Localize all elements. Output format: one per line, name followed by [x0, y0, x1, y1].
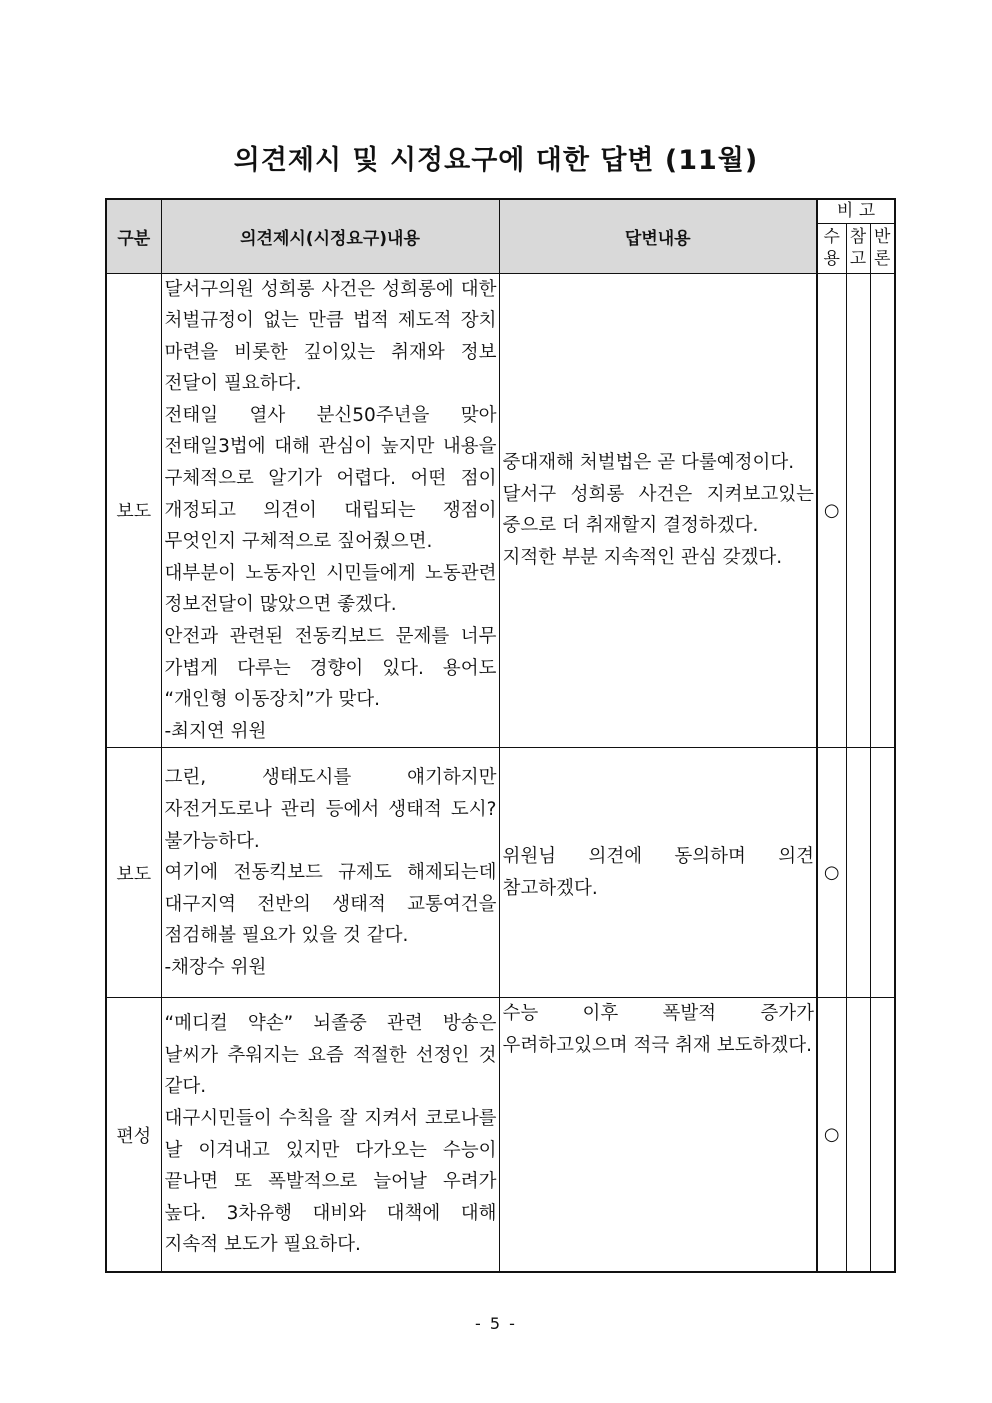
- opinion-author: -최지연 위원: [164, 720, 267, 742]
- answer-paragraph: 수능 이후 폭발적 증가가 우려하고있으며 적극 취재 보도하겠다.: [502, 1003, 814, 1056]
- row-category: 보도: [106, 273, 161, 748]
- opinion-paragraph: “메디컬 약손” 뇌졸중 관련 방송은 날씨가 추워지는 요즘 적절한 선정인 것 같다.: [164, 1013, 497, 1098]
- header-rebut: 반론: [870, 223, 895, 273]
- opinion-paragraph: 안전과 관련된 전동킥보드 문제를 너무 가볍게 다루는 경향이 있다. 용어도 “개인형 이동장치”가 맞다.: [164, 626, 497, 711]
- row-opinion: [161, 273, 499, 748]
- row-answer: [499, 748, 817, 998]
- header-reference: 참고: [846, 223, 870, 273]
- opinion-paragraph: 그린, 생태도시를 얘기하지만 자전거도로나 관리 등에서 생태적 도시? 불가능하다.: [164, 767, 497, 852]
- row-answer: [499, 998, 817, 1272]
- header-opinion: 의견제시(시정요구)내용: [161, 199, 499, 273]
- reference-mark: [846, 748, 870, 998]
- answer-paragraph: 달서구 성희롱 사건은 지켜보고있는 중으로 더 취재할지 결정하겠다.: [502, 483, 814, 537]
- row-opinion: [161, 748, 499, 998]
- rebut-mark: [870, 273, 895, 748]
- opinion-paragraph: 전태일 열사 분신50주년을 맞아 전태일3법에 대해 관심이 높지만 내용을 구체적으로 알기가 어렵다. 어떤 점이 개정되고 의견이 대립되는 쟁점이 무엇인지 구체적으로 짚어줬으면.: [164, 404, 497, 553]
- row-answer: [499, 273, 817, 748]
- opinion-paragraph: 대구시민들이 수칙을 잘 지켜서 코로나를 날 이겨내고 있지만 다가오는 수능이 끝나면 또 폭발적으로 늘어날 우려가 높다. 3차유행 대비와 대책에 대해 지속적 보도가 필요하다.: [164, 1108, 497, 1256]
- reference-mark: [846, 998, 870, 1272]
- page-number: - 5 -: [475, 1314, 517, 1333]
- header-remarks: 비 고: [817, 199, 895, 223]
- accept-mark: ○: [817, 273, 846, 748]
- rebut-mark: [870, 998, 895, 1272]
- table-row: [106, 273, 895, 748]
- row-category: 보도: [106, 748, 161, 998]
- answer-paragraph: 중대재해 처벌법은 곧 다룰예정이다.: [502, 452, 795, 474]
- opinion-paragraph: 대부분이 노동자인 시민들에게 노동관련 정보전달이 많았으면 좋겠다.: [164, 562, 497, 616]
- header-answer: 답변내용: [499, 199, 817, 273]
- header-accept: 수용: [817, 223, 846, 273]
- accept-mark: ○: [817, 748, 846, 998]
- opinion-paragraph: 달서구의원 성희롱 사건은 성희롱에 대한 처벌규정이 없는 만큼 법적 제도적 장치 마련을 비롯한 깊이있는 취재와 정보 전달이 필요하다.: [164, 278, 497, 395]
- header-category: 구분: [106, 199, 161, 273]
- table-row: [106, 998, 895, 1272]
- reference-mark: [846, 273, 870, 748]
- row-opinion: [161, 998, 499, 1272]
- rebut-mark: [870, 748, 895, 998]
- opinion-author: -채장수 위원: [164, 956, 267, 978]
- opinion-answer-table: [105, 198, 896, 1273]
- document-title: 의견제시 및 시정요구에 대한 답변 (11월): [233, 145, 759, 176]
- answer-paragraph: 위원님 의견에 동의하며 의견 참고하겠다.: [502, 846, 814, 899]
- row-category: 편성: [106, 998, 161, 1272]
- accept-mark: ○: [817, 998, 846, 1272]
- opinion-paragraph: 여기에 전동킥보드 규제도 해제되는데 대구지역 전반의 생태적 교통여건을 점검해볼 필요가 있을 것 같다.: [164, 862, 497, 947]
- answer-paragraph: 지적한 부분 지속적인 관심 갖겠다.: [502, 547, 783, 569]
- table-row: [106, 748, 895, 998]
